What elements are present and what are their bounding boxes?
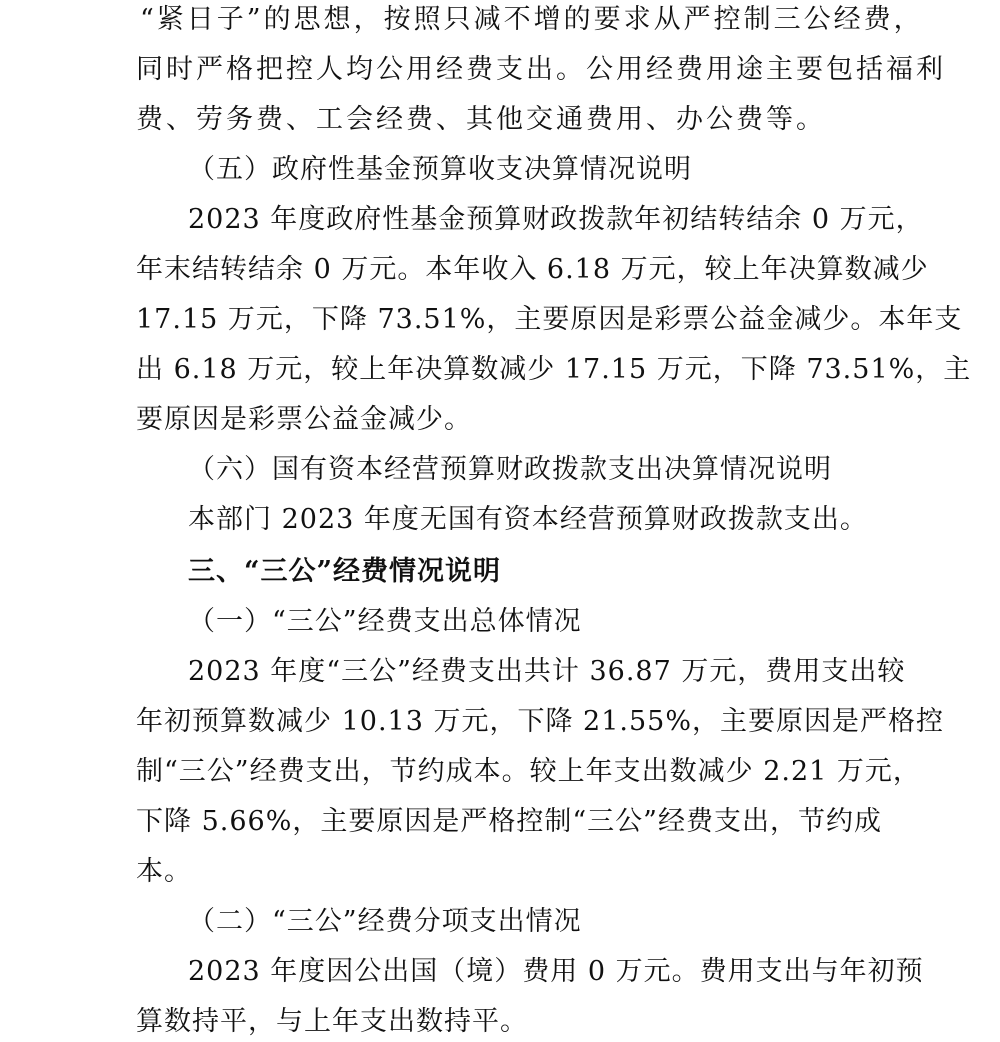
paragraph-line: 制“三公”经费支出，节约成本。较上年支出数减少 2.21 万元， [136,756,921,787]
section-heading: （二）“三公”经费分项支出情况 [188,906,582,937]
paragraph-line: 年末结转结余 0 万元。本年收入 6.18 万元，较上年决算数减少 [136,254,929,285]
paragraph-line: 2023 年度因公出国（境）费用 0 万元。费用支出与年初预 [188,956,924,987]
paragraph-line: 费、劳务费、工会经费、其他交通费用、办公费等。 [136,104,826,135]
paragraph-line: 本部门 2023 年度无国有资本经营预算财政拨款支出。 [188,504,868,535]
paragraph-line: 同时严格把控人均公用经费支出。公用经费用途主要包括福利 [136,54,946,85]
section-heading: （六）国有资本经营预算财政拨款支出决算情况说明 [188,454,832,485]
paragraph-line: 要原因是彩票公益金减少。 [136,404,472,435]
chapter-heading: 三、“三公”经费情况说明 [188,556,502,587]
paragraph-line: 算数持平，与上年支出数持平。 [136,1006,528,1037]
paragraph-line: 下降 5.66%，主要原因是严格控制“三公”经费支出，节约成 [136,806,882,837]
section-heading: （五）政府性基金预算收支决算情况说明 [188,154,692,185]
paragraph-line: 年初预算数减少 10.13 万元，下降 21.55%，主要原因是严格控 [136,706,944,737]
paragraph-line: “紧日子”的思想，按照只减不增的要求从严控制三公经费， [140,4,924,35]
paragraph-line: 17.15 万元，下降 73.51%，主要原因是彩票公益金减少。本年支 [136,304,963,335]
paragraph-line: 出 6.18 万元，较上年决算数减少 17.15 万元，下降 73.51%，主 [136,354,972,385]
paragraph-line: 2023 年度政府性基金预算财政拨款年初结转结余 0 万元， [188,204,924,235]
paragraph-line: 2023 年度“三公”经费支出共计 36.87 万元，费用支出较 [188,656,906,687]
paragraph-line: 本。 [136,856,192,887]
section-heading: （一）“三公”经费支出总体情况 [188,606,582,637]
